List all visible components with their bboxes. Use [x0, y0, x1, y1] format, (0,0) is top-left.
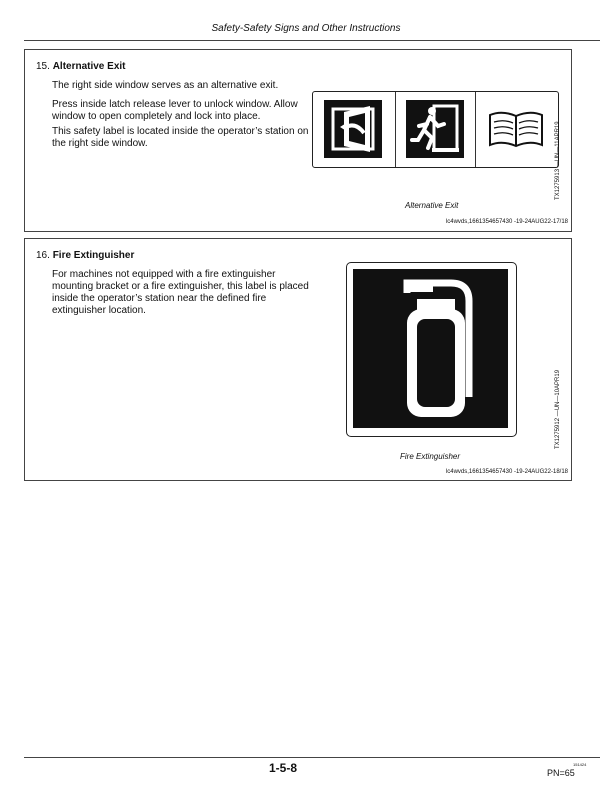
section-title: Alternative Exit: [52, 61, 126, 72]
section-heading: [36, 61, 126, 72]
paragraph: This safety label is located inside the operator’s station on the right side window.: [52, 126, 309, 149]
paragraph: The right side window serves as an alternative exit.: [52, 80, 279, 91]
section-number: 16.: [36, 250, 50, 261]
header-divider: [24, 40, 600, 41]
emergency-exit-panel: [395, 92, 476, 167]
page-number: 1-5-8: [269, 761, 298, 775]
section-number: 15.: [36, 61, 50, 72]
document-id: lc4wvds,1661354657430 -19-24AUG22-18/18: [445, 469, 568, 475]
figure-side-id: TX1275913 —UN—11APR19: [555, 121, 561, 200]
alternative-exit-sign: [312, 91, 559, 168]
paragraph: Press inside latch release lever to unlock window. Allow window to open completely and lock into place.: [52, 99, 298, 122]
running-header: Safety-Safety Signs and Other Instructions: [211, 23, 401, 34]
running-person-exit-icon: [406, 100, 464, 158]
window-exit-panel: [313, 92, 396, 167]
section-title: Fire Extinguisher: [52, 250, 135, 261]
section-heading: [36, 250, 134, 261]
manual-panel: [475, 92, 558, 167]
figure-caption: Alternative Exit: [405, 201, 459, 210]
figure-caption: Fire Extinguisher: [400, 452, 461, 461]
page-pn: PN=65: [547, 768, 575, 778]
operator-manual-icon: [486, 110, 546, 150]
section-fire-extinguisher: [24, 238, 572, 481]
fire-extinguisher-icon: [353, 269, 508, 428]
footer-code: 151424: [573, 762, 587, 767]
document-id: lc4wvds,1661354657430 -19-24AUG22-17/18: [445, 219, 568, 225]
window-exit-icon: [324, 100, 382, 158]
paragraph: For machines not equipped with a fire extinguisher mounting bracket or a fire extinguisher, this label is placed inside the operator’s station near the defined fire extinguisher location.: [52, 269, 309, 316]
figure-side-id: TX1275912 —UN—10APR19: [555, 369, 561, 449]
fire-extinguisher-sign: [346, 262, 517, 437]
section-alternative-exit: [24, 49, 572, 232]
footer-divider: [24, 757, 600, 758]
